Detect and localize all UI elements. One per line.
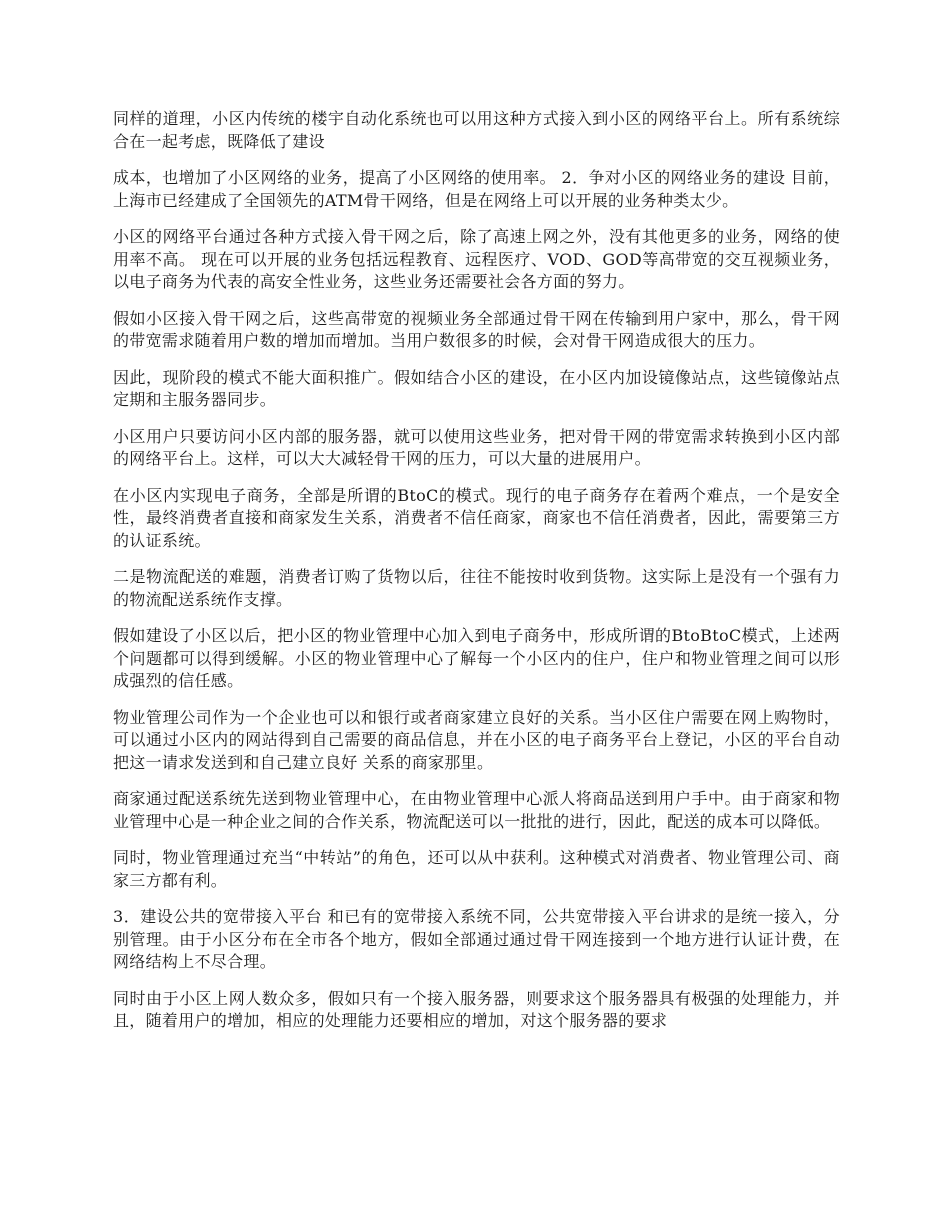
- paragraph-7: 在小区内实现电子商务，全部是所谓的BtoC的模式。现行的电子商务存在着两个难点，一个是安全性，最终消费者直接和商家发生关系，消费者不信任商家，商家也不信任消费者，因此，需要第三方的认证系统。: [113, 485, 840, 550]
- paragraph-10: 物业管理公司作为一个企业也可以和银行或者商家建立良好的关系。当小区住户需要在网上购物时，可以通过小区内的网站得到自己需要的商品信息，并在小区的电子商务平台上登记，小区的平台自动把这一请求发送到和自己建立良好 关系的商家那里。: [113, 707, 840, 772]
- paragraph-14: 同时由于小区上网人数众多，假如只有一个接入服务器，则要求这个服务器具有极强的处理能力，并且，随着用户的增加，相应的处理能力还要相应的增加，对这个服务器的要求: [113, 988, 840, 1030]
- paragraph-12: 同时，物业管理通过充当“中转站”的角色，还可以从中获利。这种模式对消费者、物业管理公司、商家三方都有利。: [113, 848, 840, 890]
- paragraph-4: 假如小区接入骨干网之后，这些高带宽的视频业务全部通过骨干网在传输到用户家中，那么，骨干网的带宽需求随着用户数的增加而增加。当用户数很多的时候，会对骨干网造成很大的压力。: [113, 308, 840, 350]
- paragraph-3: 小区的网络平台通过各种方式接入骨干网之后，除了高速上网之外，没有其他更多的业务，网络的使用率不高。 现在可以开展的业务包括远程教育、远程医疗、VOD、GOD等高带宽的交互视频业务，以电子商务为代表的高安全性业务，这些业务还需要社会各方面的努力。: [113, 227, 840, 291]
- paragraph-5: 因此，现阶段的模式不能大面积推广。假如结合小区的建设，在小区内加设镜像站点，这些镜像站点定期和主服务器同步。: [113, 367, 840, 409]
- paragraph-8: 二是物流配送的难题，消费者订购了货物以后，往往不能按时收到货物。这实际上是没有一个强有力的物流配送系统作支撑。: [113, 567, 840, 609]
- paragraph-1: 同样的道理，小区内传统的楼宇自动化系统也可以用这种方式接入到小区的网络平台上。所有系统综合在一起考虑，既降低了建设: [113, 109, 840, 151]
- paragraph-9: 假如建设了小区以后，把小区的物业管理中心加入到电子商务中，形成所谓的BtoBtoC模式，上述两个问题都可以得到缓解。小区的物业管理中心了解每一个小区内的住户，住户和物业管理之间可以形成强烈的信任感。: [113, 626, 840, 690]
- paragraph-6: 小区用户只要访问小区内部的服务器，就可以使用这些业务，把对骨干网的带宽需求转换到小区内部的网络平台上。这样，可以大大减轻骨干网的压力，可以大量的进展用户。: [113, 426, 840, 468]
- paragraph-13: 3．建设公共的宽带接入平台 和已有的宽带接入系统不同，公共宽带接入平台讲求的是统一接入，分别管理。由于小区分布在全市各个地方，假如全部通过通过骨干网连接到一个地方进行认证计费，在网络结构上不尽合理。: [113, 907, 840, 971]
- paragraph-2: 成本，也增加了小区网络的业务，提高了小区网络的使用率。 2．争对小区的网络业务的建设 目前，上海市已经建成了全国领先的ATM骨干网络，但是在网络上可以开展的业务种类太少。: [113, 168, 840, 210]
- paragraph-11: 商家通过配送系统先送到物业管理中心，在由物业管理中心派人将商品送到用户手中。由于商家和物业管理中心是一种企业之间的合作关系，物流配送可以一批批的进行，因此，配送的成本可以降低。: [113, 789, 840, 831]
- document-page: [113, 108, 840, 1047]
